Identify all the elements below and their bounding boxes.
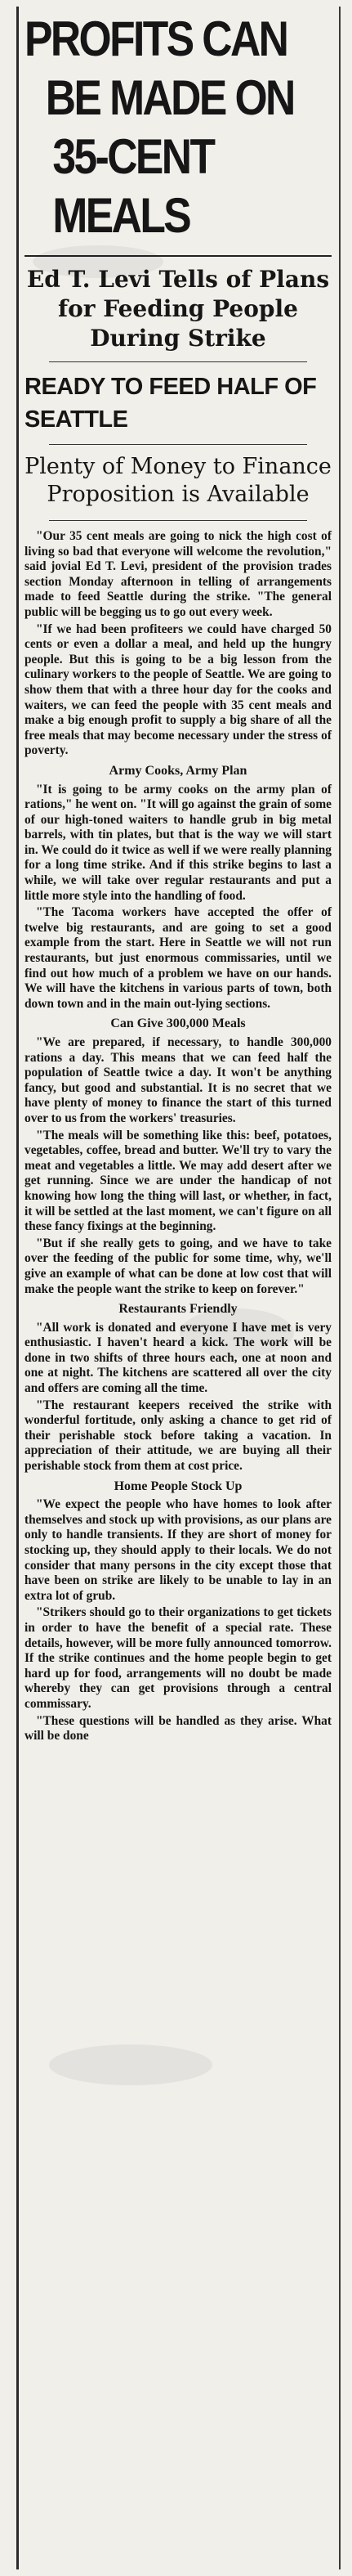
- paragraph: "All work is donated and everyone I have met is very enthusiastic. I haven't heard a kick. The work will be done in two shifts of three hours each, one at noon and one at night. The kitchens are scattered all over the city and offers are coming all the time.: [25, 1320, 332, 1396]
- column-rule-right: [339, 7, 341, 2569]
- headline: [25, 10, 333, 245]
- deck-1: Ed T. Levi Tells of Plans for Feeding People During Strike: [26, 266, 330, 352]
- headline-line-1: PROFITS CAN: [25, 11, 287, 66]
- paragraph: "The meals will be something like this: beef, potatoes, vegetables, coffee, bread and butter. We'll try to vary the meat and vegetables a little. We may add desert after we get running. Since we are under the handicap of not knowing how long the thing will last, or whether, in fact, it will be settled at the last moment, we can't figure on all these fancy fixings at the beginning.: [25, 1128, 332, 1234]
- paragraph: "If we had been profiteers we could have charged 50 cents or even a dollar a meal, and held up the hungry people. But this is going to be a big lesson from the culinary workers to the people of Seattle. We are going to show them that with a three hour day for the cooks and waiters, we can feed the people with 35 cent meals and make a big enough profit to supply a big share of all the free meals that may become necessary under the stress of poverty.: [25, 622, 332, 758]
- subhead: Restaurants Friendly: [118, 1302, 238, 1317]
- paragraph: "Strikers should go to their organizations to get tickets in order to have the benefit of a special rate. These details, however, will be more fully announced tomorrow. If the strike continues and the home people begin to get hard up for food, arrangements will no doubt be made whereby they can get provisions through a central commissary.: [25, 1605, 332, 1711]
- subhead: Army Cooks, Army Plan: [109, 763, 247, 778]
- paragraph: "But if she really gets to going, and we have to take over the feeding of the public for some time, why, we'll give an example of what can be done at low cost that will make the people want the strike to keep on forever.": [25, 1236, 332, 1296]
- column-rule-left: [16, 7, 19, 2569]
- paragraph: "We expect the people who have homes to look after themselves and stock up with provisions, as our plans are only to handle transients. If they are short of money for stocking up, they should apply to their locals. We do not consider that many persons in the city except those that have been on strike are likely to be unable to lay in an extra lot of grub.: [25, 1497, 332, 1603]
- paper-smudge: [49, 2044, 212, 2085]
- headline-line-2: BE MADE ON: [45, 70, 294, 125]
- paragraph: "These questions will be handled as they arise. What will be done: [25, 1713, 332, 1744]
- article-column: [25, 10, 332, 1746]
- paragraph: "Our 35 cent meals are going to nick the high cost of living so bad that everyone will welcome the revolution," said jovial Ed T. Levi, president of the provision trades section Monday afternoon in telling of arrangements made to feed Seattle during the strike. "The general public will be begging us to go out every week.: [25, 529, 332, 619]
- headline-line-3: 35-CENT MEALS: [52, 129, 214, 243]
- paragraph: "The Tacoma workers have accepted the offer of twelve big restaurants, and are going to set a good example from the start. Here in Seattle we will not run restaurants, but just enormous commissaries, until we find out how much of a problem we have on our hands. We will have the kitchens in various parts of town, both down town and in the main out-lying sections.: [25, 905, 332, 1011]
- subhead: Can Give 300,000 Meals: [110, 1016, 246, 1031]
- subhead: Home People Stock Up: [114, 1479, 243, 1493]
- paragraph: "It is going to be army cooks on the army plan of rations," he went on. "It will go against the grain of some of our high-toned waiters to handle grub in big metal barrels, with tin plates, but that is the way we will start in. We could do it twice as well if we were really planning for a long time strike. And if this strike begins to last a while, we will take over regular restaurants and put a little more style into the handling of food.: [25, 782, 332, 903]
- divider: [49, 520, 307, 521]
- deck-2: READY TO FEED HALF OF SEATTLE: [25, 374, 317, 433]
- deck-3: Plenty of Money to Finance Proposition is Available: [25, 454, 332, 507]
- paragraph: "We are prepared, if necessary, to handle 300,000 rations a day. This means that we can feed half the population of Seattle twice a day. It won't be anything fancy, but good and substantial. It is no secret that we have plenty of money to finance the start of this turned over to us from the workers' treasuries.: [25, 1035, 332, 1125]
- divider: [49, 361, 307, 362]
- divider: [25, 255, 332, 257]
- article-body: [25, 529, 332, 1744]
- divider: [49, 444, 307, 445]
- paragraph: "The restaurant keepers received the strike with wonderful fortitude, only asking a chance to get rid of their perishable stock before taking a vacation. In appreciation of their attitude, we are buying all their perishable stock from them at cost price.: [25, 1398, 332, 1474]
